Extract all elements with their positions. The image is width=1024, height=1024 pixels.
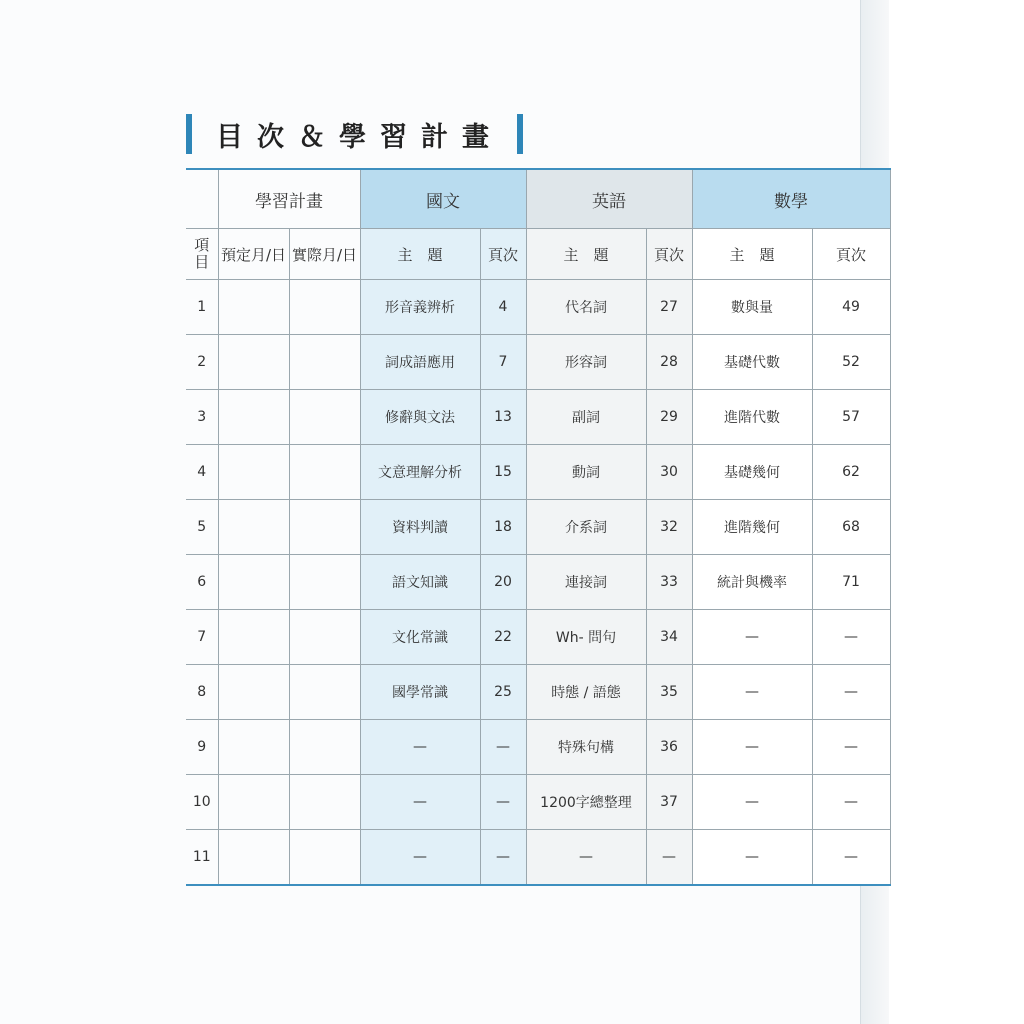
- math-page-cell: —: [812, 775, 890, 830]
- actual-date-cell[interactable]: [289, 500, 360, 555]
- subheader-planned-date: 預定月/日: [218, 229, 289, 280]
- table-body: [186, 280, 890, 886]
- actual-date-cell[interactable]: [289, 445, 360, 500]
- header-plan: 學習計畫: [218, 169, 360, 229]
- subheader-actual-date: 實際月/日: [289, 229, 360, 280]
- math-page-cell: —: [812, 830, 890, 886]
- chinese-topic-cell: 文化常識: [360, 610, 480, 665]
- chinese-page-cell: 25: [480, 665, 526, 720]
- math-topic-cell: —: [692, 665, 812, 720]
- header-chinese: 國文: [360, 169, 526, 229]
- english-topic-cell: 介系詞: [526, 500, 646, 555]
- row-number: 11: [186, 830, 218, 886]
- planned-date-cell[interactable]: [218, 390, 289, 445]
- chinese-topic-cell: 文意理解分析: [360, 445, 480, 500]
- math-page-cell: —: [812, 610, 890, 665]
- math-topic-cell: 進階幾何: [692, 500, 812, 555]
- actual-date-cell[interactable]: [289, 335, 360, 390]
- english-topic-cell: 副詞: [526, 390, 646, 445]
- planned-date-cell[interactable]: [218, 445, 289, 500]
- chinese-topic-cell: 形音義辨析: [360, 280, 480, 335]
- english-topic-cell: 代名詞: [526, 280, 646, 335]
- chinese-page-cell: —: [480, 720, 526, 775]
- chinese-page-cell: 22: [480, 610, 526, 665]
- math-page-cell: 62: [812, 445, 890, 500]
- actual-date-cell[interactable]: [289, 665, 360, 720]
- title-left-bar: [186, 114, 192, 154]
- study-plan-table: [186, 168, 891, 886]
- row-number: 2: [186, 335, 218, 390]
- table-row: [186, 445, 890, 500]
- subheader-item-text: 項目: [194, 236, 210, 271]
- chinese-page-cell: 18: [480, 500, 526, 555]
- chinese-page-cell: 15: [480, 445, 526, 500]
- row-number: 7: [186, 610, 218, 665]
- chinese-topic-cell: —: [360, 720, 480, 775]
- math-page-cell: —: [812, 665, 890, 720]
- math-topic-cell: —: [692, 830, 812, 886]
- math-page-cell: 52: [812, 335, 890, 390]
- row-number: 9: [186, 720, 218, 775]
- chinese-topic-cell: 修辭與文法: [360, 390, 480, 445]
- math-topic-cell: 統計與機率: [692, 555, 812, 610]
- math-topic-cell: —: [692, 720, 812, 775]
- title-right-bar: [517, 114, 523, 154]
- actual-date-cell[interactable]: [289, 720, 360, 775]
- subheader-item: [186, 229, 218, 280]
- table-row: [186, 500, 890, 555]
- chinese-topic-cell: —: [360, 775, 480, 830]
- table-row: [186, 280, 890, 335]
- math-topic-cell: 進階代數: [692, 390, 812, 445]
- math-topic-cell: —: [692, 610, 812, 665]
- math-page-cell: 68: [812, 500, 890, 555]
- subheader-english-page: 頁次: [646, 229, 692, 280]
- table-row: [186, 665, 890, 720]
- chinese-page-cell: 7: [480, 335, 526, 390]
- header-row: [186, 169, 890, 229]
- planned-date-cell[interactable]: [218, 280, 289, 335]
- english-topic-cell: 形容詞: [526, 335, 646, 390]
- english-topic-cell: Wh- 問句: [526, 610, 646, 665]
- subheader-chinese-topic: 主 題: [360, 229, 480, 280]
- english-topic-cell: 動詞: [526, 445, 646, 500]
- english-page-cell: 28: [646, 335, 692, 390]
- planned-date-cell[interactable]: [218, 555, 289, 610]
- math-topic-cell: 基礎代數: [692, 335, 812, 390]
- header-blank: [186, 169, 218, 229]
- row-number: 6: [186, 555, 218, 610]
- actual-date-cell[interactable]: [289, 610, 360, 665]
- english-page-cell: 37: [646, 775, 692, 830]
- math-page-cell: —: [812, 720, 890, 775]
- subheader-chinese-page: 頁次: [480, 229, 526, 280]
- header-math: 數學: [692, 169, 890, 229]
- page-title: [186, 112, 523, 156]
- english-topic-cell: 1200字總整理: [526, 775, 646, 830]
- chinese-page-cell: 13: [480, 390, 526, 445]
- actual-date-cell[interactable]: [289, 280, 360, 335]
- actual-date-cell[interactable]: [289, 390, 360, 445]
- math-topic-cell: 基礎幾何: [692, 445, 812, 500]
- chinese-page-cell: 4: [480, 280, 526, 335]
- chinese-page-cell: 20: [480, 555, 526, 610]
- math-topic-cell: —: [692, 775, 812, 830]
- subheader-math-topic: 主 題: [692, 229, 812, 280]
- math-page-cell: 57: [812, 390, 890, 445]
- actual-date-cell[interactable]: [289, 775, 360, 830]
- planned-date-cell[interactable]: [218, 610, 289, 665]
- english-page-cell: 33: [646, 555, 692, 610]
- chinese-topic-cell: 詞成語應用: [360, 335, 480, 390]
- chinese-page-cell: —: [480, 830, 526, 886]
- math-page-cell: 71: [812, 555, 890, 610]
- english-page-cell: 34: [646, 610, 692, 665]
- table-row: [186, 830, 890, 886]
- planned-date-cell[interactable]: [218, 720, 289, 775]
- chinese-topic-cell: 資料判讀: [360, 500, 480, 555]
- subheader-english-topic: 主 題: [526, 229, 646, 280]
- row-number: 8: [186, 665, 218, 720]
- english-page-cell: 36: [646, 720, 692, 775]
- header-english: 英語: [526, 169, 692, 229]
- english-page-cell: —: [646, 830, 692, 886]
- table-row: [186, 335, 890, 390]
- english-page-cell: 35: [646, 665, 692, 720]
- table-row: [186, 720, 890, 775]
- chinese-page-cell: —: [480, 775, 526, 830]
- chinese-topic-cell: 語文知識: [360, 555, 480, 610]
- math-page-cell: 49: [812, 280, 890, 335]
- row-number: 4: [186, 445, 218, 500]
- planned-date-cell[interactable]: [218, 665, 289, 720]
- planned-date-cell[interactable]: [218, 830, 289, 886]
- english-page-cell: 29: [646, 390, 692, 445]
- chinese-topic-cell: 國學常識: [360, 665, 480, 720]
- english-page-cell: 32: [646, 500, 692, 555]
- subheader-math-page: 頁次: [812, 229, 890, 280]
- table-row: [186, 555, 890, 610]
- table-row: [186, 390, 890, 445]
- row-number: 10: [186, 775, 218, 830]
- planned-date-cell[interactable]: [218, 500, 289, 555]
- actual-date-cell[interactable]: [289, 555, 360, 610]
- row-number: 5: [186, 500, 218, 555]
- english-page-cell: 27: [646, 280, 692, 335]
- chinese-topic-cell: —: [360, 830, 480, 886]
- subheader-row: [186, 229, 890, 280]
- math-topic-cell: 數與量: [692, 280, 812, 335]
- actual-date-cell[interactable]: [289, 830, 360, 886]
- planned-date-cell[interactable]: [218, 775, 289, 830]
- english-page-cell: 30: [646, 445, 692, 500]
- english-topic-cell: 特殊句構: [526, 720, 646, 775]
- english-topic-cell: 時態 / 語態: [526, 665, 646, 720]
- english-topic-cell: —: [526, 830, 646, 886]
- row-number: 1: [186, 280, 218, 335]
- english-topic-cell: 連接詞: [526, 555, 646, 610]
- page-title-text: 目次＆學習計畫: [216, 121, 503, 153]
- row-number: 3: [186, 390, 218, 445]
- table-row: [186, 775, 890, 830]
- table-row: [186, 610, 890, 665]
- planned-date-cell[interactable]: [218, 335, 289, 390]
